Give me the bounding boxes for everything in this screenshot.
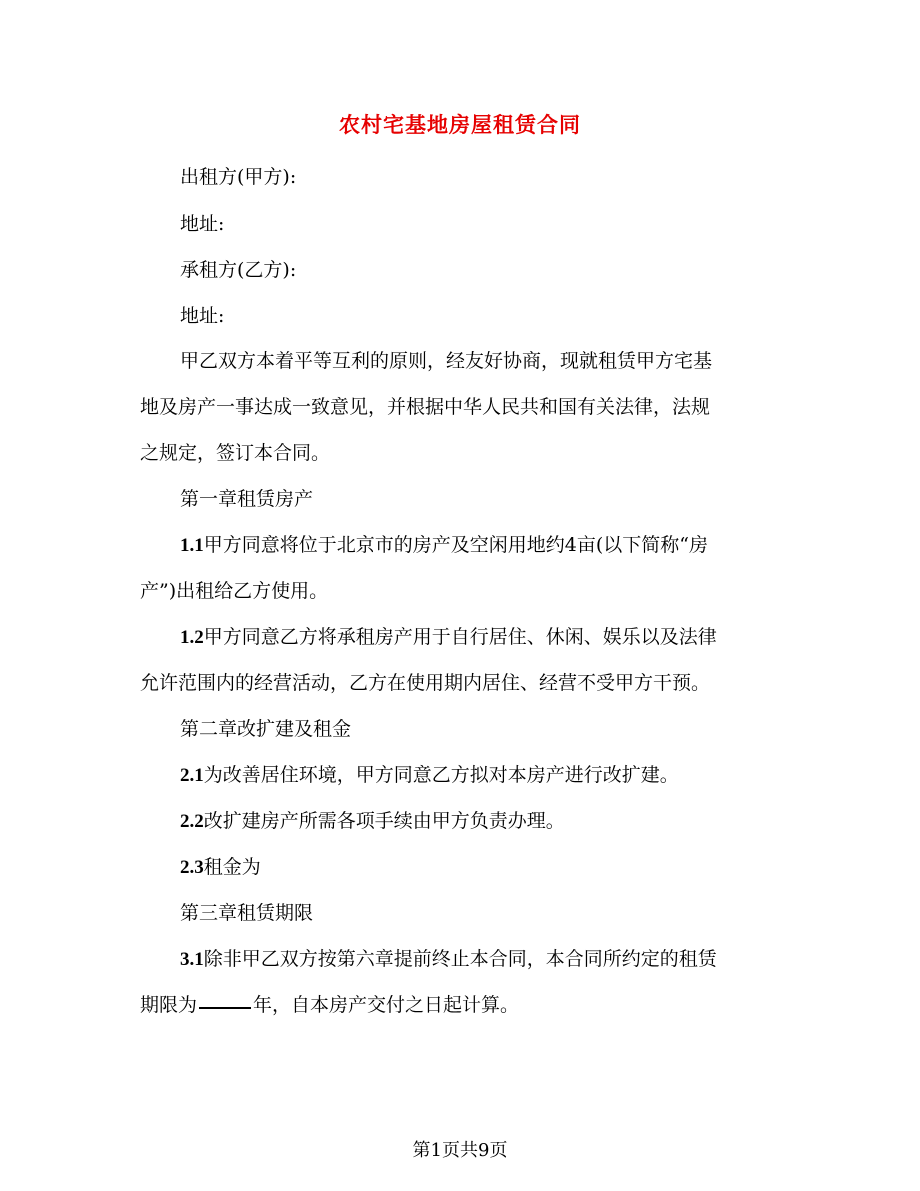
lessor-address-label: 地址: <box>180 213 225 235</box>
section-2-1-number: 2.1 <box>180 765 204 786</box>
intro-line-2: 地及房产一事达成一致意见，并根据中华人民共和国有关法律，法规 <box>140 396 711 418</box>
section-2-3 <box>180 852 261 879</box>
section-1-2-text: 甲方同意乙方将承租房产用于自行居住、休闲、娱乐以及法律 <box>203 626 717 648</box>
lessee-label: 承租方(乙方): <box>180 259 297 281</box>
lease-term-suffix: 年，自本房产交付之日起计算。 <box>253 994 520 1016</box>
section-1-1-line-2: 产”)出租给乙方使用。 <box>140 580 329 602</box>
section-3-1-text: 除非甲乙双方按第六章提前终止本合同，本合同所约定的租赁 <box>203 948 717 970</box>
lessee-address-label: 地址: <box>180 305 225 327</box>
section-1-1-text: 甲方同意将位于北京市的房产及空闲用地约4亩(以下简称“房 <box>203 534 708 556</box>
lessor-label: 出租方(甲方): <box>180 166 297 188</box>
lease-term-blank <box>199 1006 251 1009</box>
section-2-3-text: 租金为 <box>203 856 261 878</box>
section-2-3-number: 2.3 <box>180 857 204 878</box>
section-2-2-text: 改扩建房产所需各项手续由甲方负责办理。 <box>203 810 565 832</box>
intro-line-1: 甲乙双方本着平等互利的原则，经友好协商，现就租赁甲方宅基 <box>180 350 713 372</box>
section-1-1-line-1 <box>180 530 708 557</box>
document-title: 农村宅基地房屋租赁合同 <box>339 112 581 137</box>
chapter-3-heading: 第三章租赁期限 <box>180 902 314 924</box>
intro-line-3: 之规定，签订本合同。 <box>140 442 331 464</box>
section-1-1-number: 1.1 <box>180 535 204 556</box>
page-indicator: 第1页共9页 <box>412 1140 508 1161</box>
chapter-2-heading: 第二章改扩建及租金 <box>180 718 352 740</box>
section-3-1-line-1 <box>180 944 717 971</box>
section-3-1-number: 3.1 <box>180 949 204 970</box>
section-2-1 <box>180 760 679 787</box>
chapter-1-heading: 第一章租赁房产 <box>180 488 314 510</box>
section-1-2-number: 1.2 <box>180 627 204 648</box>
section-1-2-line-1 <box>180 622 717 649</box>
section-2-1-text: 为改善居住环境，甲方同意乙方拟对本房产进行改扩建。 <box>203 764 679 786</box>
lease-term-prefix: 期限为 <box>140 994 198 1016</box>
section-3-1-line-2 <box>140 990 519 1017</box>
section-1-2-line-2: 允许范围内的经营活动，乙方在使用期内居住、经营不受甲方干预。 <box>140 672 711 694</box>
section-2-2 <box>180 806 565 833</box>
section-2-2-number: 2.2 <box>180 811 204 832</box>
